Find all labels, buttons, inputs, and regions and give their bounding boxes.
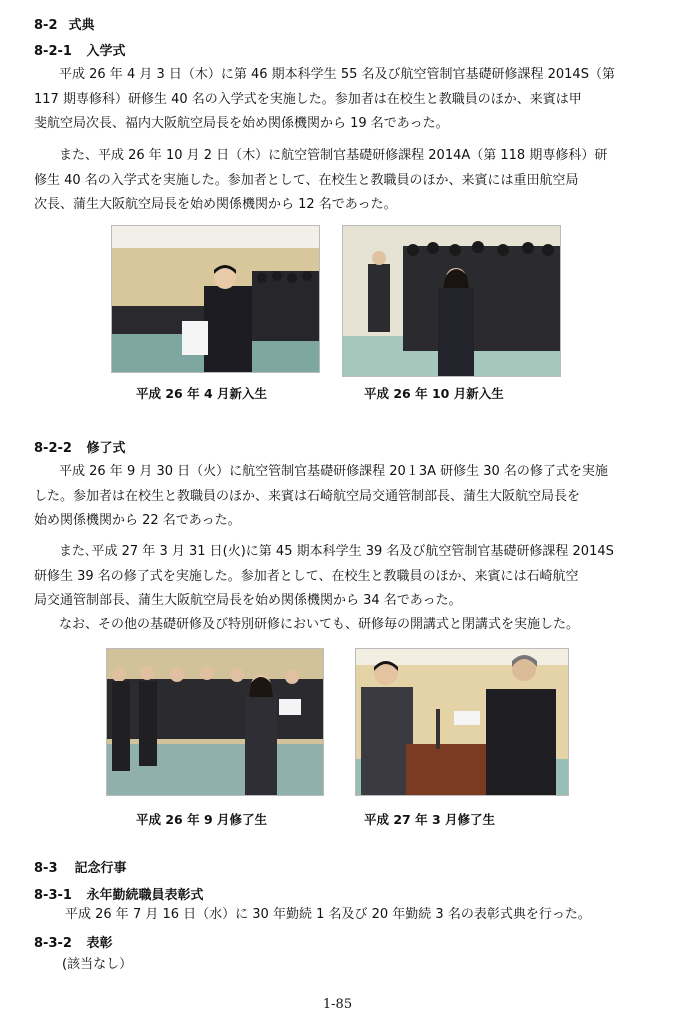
caption-completion-september: 平成 26 年 9 月修了生	[136, 812, 268, 827]
heading-8-3-title: 記念行事	[74, 861, 127, 876]
heading-8-3-2: 8-3-2 表彰	[34, 936, 113, 951]
caption-entrance-april: 平成 26 年 4 月新入生	[136, 386, 268, 401]
heading-8-2-2-title: 修了式	[86, 441, 126, 456]
paragraph-awards-none: (該当なし）	[62, 957, 133, 972]
heading-8-3: 8-3 記念行事	[34, 861, 127, 876]
paragraph-long-service-award: 平成 26 年 7 月 16 日（水）に 30 年勤続 1 名及び 20 年勤続 3 名の表彰式典を行った。	[65, 907, 591, 922]
page-number: 1-85	[322, 997, 353, 1012]
heading-8-2-1: 8-2-1 入学式	[34, 44, 126, 59]
paragraph-entrance-april: 平成 26 年 4 月 3 日（木）に第 46 期本科学生 55 名及び航空管制官基礎研修課程 2014S（第 117 期専修科）研修生 40 名の入学式を実施した。参加者は在校生と教職員のほか、来賓は甲 斐航空局次長、福内大阪航空局長を始め関係機関から 19 名であった。	[34, 67, 615, 131]
heading-8-2-1-title: 入学式	[86, 44, 126, 59]
heading-8-2: 8-2 式典	[34, 18, 95, 33]
caption-completion-march: 平成 27 年 3 月修了生	[364, 812, 496, 827]
paragraph-entrance-october: また、平成 26 年 10 月 2 日（木）に航空管制官基礎研修課程 2014A（第 118 期専修科）研 修生 40 名の入学式を実施した。参加者として、在校生と教職員のほか、来賓には重田航空局 次長、蒲生大阪航空局長を始め関係機関から 12 名であった。	[34, 148, 608, 212]
entrance-april-photo	[111, 225, 320, 373]
entrance-october-photo	[342, 225, 561, 377]
heading-8-2-2: 8-2-2 修了式	[34, 441, 126, 456]
heading-8-2-title: 式典	[68, 18, 95, 33]
paragraph-completion-september: 平成 26 年 9 月 30 日（火）に航空管制官基礎研修課程 20１3A 研修生 30 名の修了式を実施 した。参加者は在校生と教職員のほか、来賓は石崎航空局交通管制部長、蒲生大阪航空局長を 始め関係機関から 22 名であった。	[34, 464, 608, 528]
heading-8-3-1: 8-3-1 永年勤続職員表彰式	[34, 888, 204, 903]
completion-september-photo	[106, 648, 324, 796]
paragraph-other-ceremonies: なお、その他の基礎研修及び特別研修においても、研修毎の開講式と閉講式を実施した。	[59, 617, 580, 632]
paragraph-completion-march: また､平成 27 年 3 月 31 日(火)に第 45 期本科学生 39 名及び航空管制官基礎研修課程 2014S 研修生 39 名の修了式を実施した。参加者として、在校生と教職員のほか、来賓には石崎航空 局交通管制部長、蒲生大阪航空局長を始め関係機関から 34 名であった。	[34, 544, 614, 608]
heading-8-3-2-title: 表彰	[86, 936, 113, 951]
completion-march-photo	[355, 648, 569, 796]
caption-entrance-october: 平成 26 年 10 月新入生	[364, 386, 504, 401]
heading-8-3-1-title: 永年勤続職員表彰式	[86, 888, 204, 903]
